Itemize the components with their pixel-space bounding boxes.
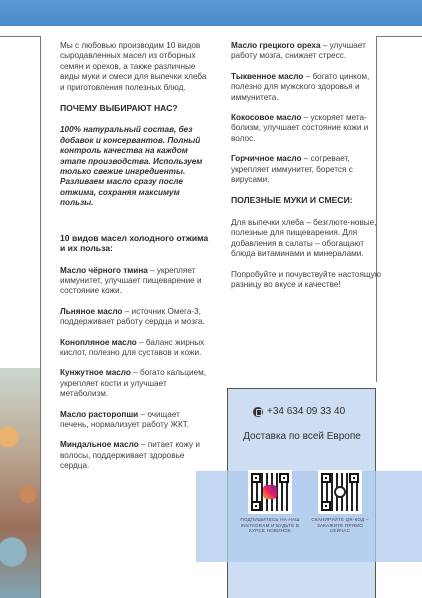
flour-text: Для выпечки хлеба – безглюте-новые, полезные для пищеварения. Для добавления в салаты – обогащают блюда витаминами и минералами.	[231, 217, 377, 259]
website-qr-caption: СКАНИРУЙТЕ QR-КОД – ЗАКАЖИТЕ ПРЯМО СЕЙЧАС	[311, 517, 369, 534]
flour-heading: ПОЛЕЗНЫЕ МУКИ И СМЕСИ:	[231, 195, 353, 206]
globe-icon	[334, 486, 346, 498]
instagram-qr-code[interactable]	[248, 470, 292, 514]
oil-name: Миндальное масло	[60, 440, 139, 450]
oil-item	[60, 307, 210, 328]
why-heading: ПОЧЕМУ ВЫБИРАЮТ НАС?	[60, 103, 178, 114]
qr-finder	[349, 473, 359, 483]
instagram-icon	[263, 485, 277, 499]
phone-line[interactable]	[253, 406, 345, 417]
qr-finder	[321, 473, 331, 483]
top-rule-left	[0, 36, 40, 37]
oil-desc: – источник Омега-3, поддерживает работу сердца и мозга.	[60, 306, 205, 327]
instagram-qr-caption: ПОДПИШИТЕСЬ НА НАШ INSTAGRAM И БУДЬТЕ В КУРСЕ НОВИНОК	[240, 517, 300, 534]
qr-finder	[321, 501, 331, 511]
oils-heading: 10 видов масел холодного отжима и их польза:	[60, 232, 209, 254]
oil-name: Кунжутное масло	[60, 368, 131, 378]
oil-item	[60, 368, 210, 399]
oil-name: Масло чёрного тмина	[60, 265, 148, 275]
oil-item	[231, 154, 381, 185]
right-column	[231, 41, 381, 300]
top-color-bar	[0, 0, 422, 26]
oil-item	[231, 113, 381, 144]
oil-name: Тыквенное масло	[231, 71, 304, 81]
website-qr-code[interactable]	[318, 470, 362, 514]
oil-desc: – баланс жирных кислот, полезно для суставов и кожи.	[60, 337, 205, 357]
intro-text: Мы с любовью производим 10 видов сыродавленных масел из отборных семян и орехов, а также различные виды муки и смеси для выпечки хлеба и приготовления полезных блюд.	[60, 41, 207, 92]
product-photo	[0, 368, 40, 598]
why-text: 100% натуральный состав, без добавок и консервантов. Полный контроль качества на каждом этапе производства. Используем только свежие ингредиенты. Разливаем масло сразу после отжима, сохраняя максимум пользы.	[60, 125, 203, 208]
oil-item	[231, 41, 381, 62]
oil-desc: – питает кожу и волосы, поддерживает здоровье сердца.	[60, 440, 200, 471]
left-divider-line	[40, 36, 41, 598]
oil-desc: – согревает, укрепляет иммунитет, борется с вирусами.	[231, 154, 353, 185]
oil-desc: – богато цинком, полезно для мужского здоровья и иммунитета.	[231, 71, 370, 102]
oil-desc: – укрепляет иммунитет, улучшает пищеварение и состояние кожи.	[60, 265, 202, 296]
top-rule-right	[376, 36, 422, 37]
oil-desc: – улучшает работу мозга, снижает стресс.	[231, 41, 366, 61]
left-column	[60, 41, 210, 482]
oil-item	[60, 338, 210, 359]
qr-finder	[279, 473, 289, 483]
decorative-band	[196, 471, 422, 562]
oil-desc: – богато кальцием, укрепляет кости и улучшает метаболизм.	[60, 368, 206, 399]
closing-text: Попробуйте и почувствуйте настоящую разницу во вкусе и качестве!	[231, 269, 381, 289]
oil-desc: – ускоряет мета-болизм, улучшает состояние кожи и волос.	[231, 113, 369, 143]
oil-desc: – очищает печень, нормализует работу ЖКТ.	[60, 409, 190, 429]
oil-item	[60, 410, 210, 431]
phone-number[interactable]: +34 634 09 33 40	[267, 406, 346, 417]
oil-item	[60, 266, 210, 297]
qr-finder	[251, 473, 261, 483]
oil-item	[60, 440, 210, 471]
oil-name: Горчичное масло	[231, 154, 302, 164]
delivery-text: Доставка по всей Европе	[243, 431, 361, 442]
oil-name: Конопляное масло	[60, 337, 137, 347]
qr-finder	[251, 501, 261, 511]
oil-name: Масло расторопши	[60, 409, 139, 419]
oil-name: Кокосовое масло	[231, 113, 302, 123]
oil-name: Льняное масло	[60, 306, 123, 316]
oil-name: Масло грецкого ореха	[231, 41, 321, 50]
whatsapp-icon	[253, 407, 263, 417]
oil-item	[231, 72, 381, 103]
